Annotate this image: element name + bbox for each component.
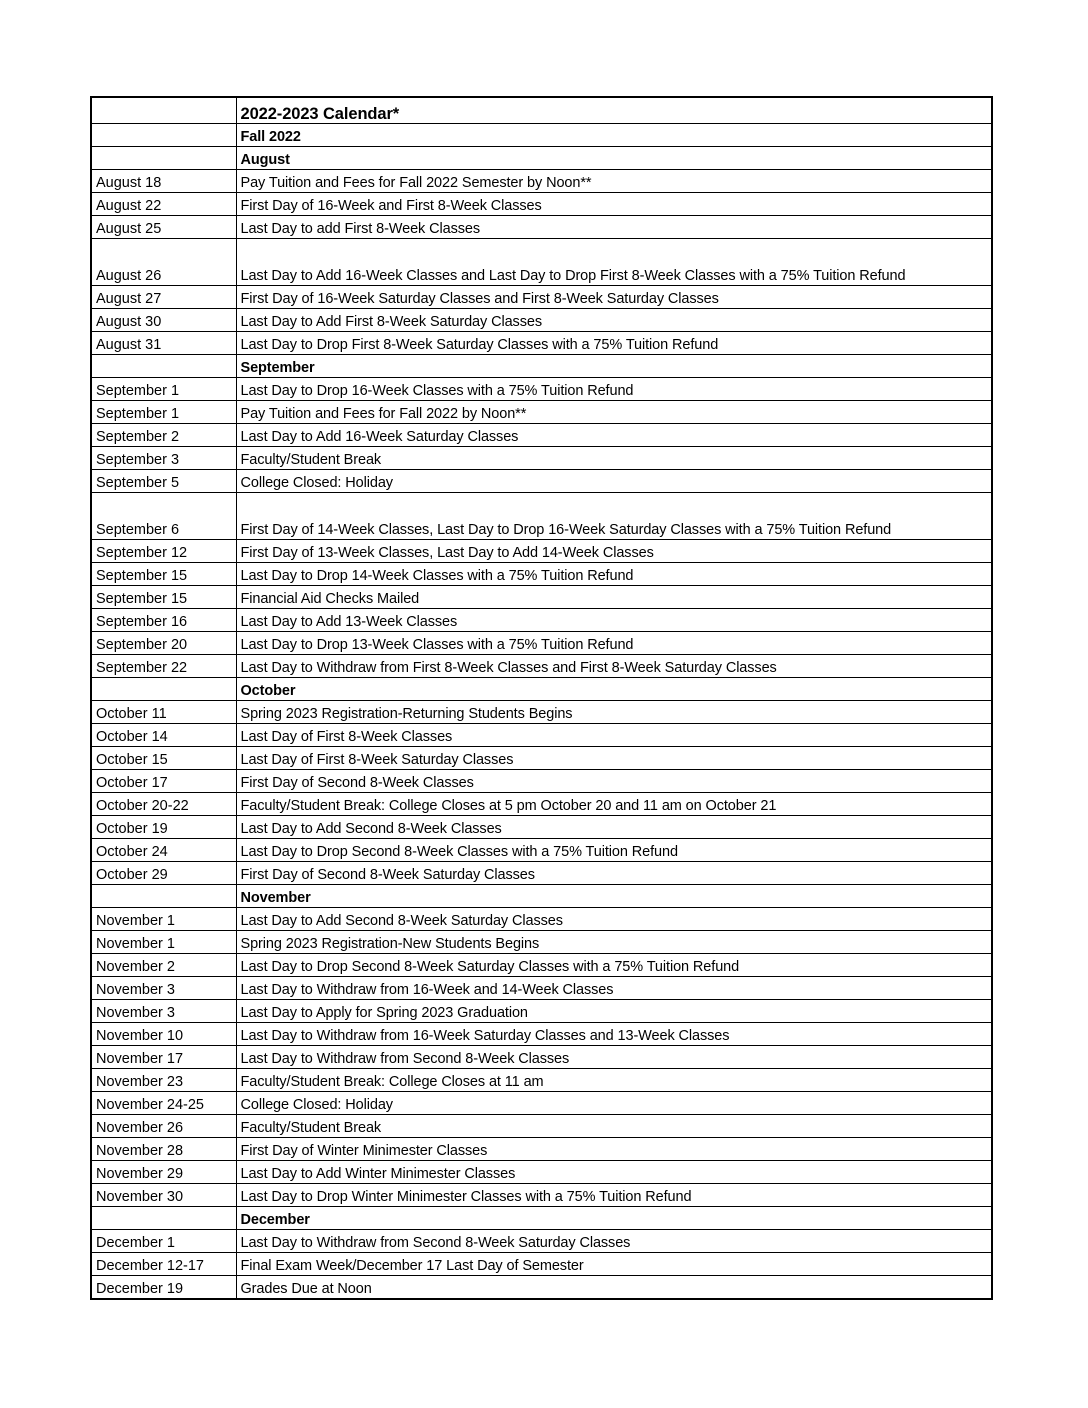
table-row [91, 239, 992, 286]
event-cell: Financial Aid Checks Mailed [236, 586, 992, 609]
table-row [91, 908, 992, 931]
calendar-title: 2022-2023 Calendar* [236, 97, 992, 124]
section-heading-row [91, 678, 992, 701]
table-row [91, 1115, 992, 1138]
date-cell: October 11 [91, 701, 236, 724]
event-cell: Last Day to Drop Second 8-Week Classes with a 75% Tuition Refund [236, 839, 992, 862]
table-row [91, 424, 992, 447]
table-row [91, 862, 992, 885]
table-row [91, 540, 992, 563]
table-row [91, 954, 992, 977]
event-cell: Last Day to Drop 16-Week Classes with a 75% Tuition Refund [236, 378, 992, 401]
table-row [91, 216, 992, 239]
event-cell: Last Day to Add Second 8-Week Classes [236, 816, 992, 839]
table-row [91, 839, 992, 862]
event-cell: First Day of Second 8-Week Classes [236, 770, 992, 793]
event-cell: Last Day to Apply for Spring 2023 Graduation [236, 1000, 992, 1023]
table-row [91, 1276, 992, 1300]
table-row [91, 332, 992, 355]
event-cell: Spring 2023 Registration-New Students Begins [236, 931, 992, 954]
date-cell: November 1 [91, 931, 236, 954]
table-row [91, 632, 992, 655]
date-cell [91, 678, 236, 701]
table-row [91, 470, 992, 493]
table-row [91, 793, 992, 816]
date-cell: September 15 [91, 586, 236, 609]
event-cell: Last Day of First 8-Week Saturday Classes [236, 747, 992, 770]
date-cell [91, 147, 236, 170]
event-cell: Last Day to Withdraw from 16-Week and 14-Week Classes [236, 977, 992, 1000]
date-cell [91, 1207, 236, 1230]
section-heading-row [91, 1207, 992, 1230]
date-cell [91, 355, 236, 378]
date-cell: October 19 [91, 816, 236, 839]
date-cell: November 1 [91, 908, 236, 931]
date-cell: November 3 [91, 1000, 236, 1023]
date-cell: September 22 [91, 655, 236, 678]
event-cell: Last Day to Withdraw from First 8-Week Classes and First 8-Week Saturday Classes [236, 655, 992, 678]
event-cell: Last Day to Drop First 8-Week Saturday Classes with a 75% Tuition Refund [236, 332, 992, 355]
table-row [91, 747, 992, 770]
event-cell: Faculty/Student Break: College Closes at 5 pm October 20 and 11 am on October 21 [236, 793, 992, 816]
date-cell: November 29 [91, 1161, 236, 1184]
table-row [91, 1161, 992, 1184]
date-cell: November 28 [91, 1138, 236, 1161]
table-row [91, 1023, 992, 1046]
table-row [91, 378, 992, 401]
event-cell: Last Day to Drop Second 8-Week Saturday Classes with a 75% Tuition Refund [236, 954, 992, 977]
event-cell: Last Day to Add 16-Week Saturday Classes [236, 424, 992, 447]
section-heading-row [91, 885, 992, 908]
table-row [91, 286, 992, 309]
date-cell: August 27 [91, 286, 236, 309]
table-row [91, 977, 992, 1000]
date-cell: November 24-25 [91, 1092, 236, 1115]
table-row [91, 655, 992, 678]
section-heading: September [236, 355, 992, 378]
table-row [91, 563, 992, 586]
table-row [91, 1184, 992, 1207]
date-cell: September 2 [91, 424, 236, 447]
table-row [91, 1138, 992, 1161]
date-cell: October 17 [91, 770, 236, 793]
date-cell: August 30 [91, 309, 236, 332]
date-cell: October 24 [91, 839, 236, 862]
date-cell: August 25 [91, 216, 236, 239]
table-row [91, 701, 992, 724]
event-cell: Last Day to Withdraw from Second 8-Week Classes [236, 1046, 992, 1069]
event-cell: Pay Tuition and Fees for Fall 2022 Semester by Noon** [236, 170, 992, 193]
event-cell: Last Day to Add 16-Week Classes and Last Day to Drop First 8-Week Classes with a 75% Tuition Refund [236, 239, 992, 286]
event-cell: Last Day to Drop 14-Week Classes with a 75% Tuition Refund [236, 563, 992, 586]
table-row [91, 609, 992, 632]
date-cell: October 14 [91, 724, 236, 747]
event-cell: Last Day to add First 8-Week Classes [236, 216, 992, 239]
date-cell: October 29 [91, 862, 236, 885]
table-row [91, 1000, 992, 1023]
section-heading-row [91, 124, 992, 147]
calendar-body [91, 97, 992, 1299]
event-cell: First Day of 14-Week Classes, Last Day to Drop 16-Week Saturday Classes with a 75% Tuition Refund [236, 493, 992, 540]
section-heading: August [236, 147, 992, 170]
date-cell: August 26 [91, 239, 236, 286]
table-row [91, 1046, 992, 1069]
event-cell: Last Day to Drop 13-Week Classes with a 75% Tuition Refund [236, 632, 992, 655]
event-cell: Last Day to Add First 8-Week Saturday Classes [236, 309, 992, 332]
table-row [91, 1092, 992, 1115]
event-cell: Last Day to Withdraw from 16-Week Saturday Classes and 13-Week Classes [236, 1023, 992, 1046]
date-cell: December 1 [91, 1230, 236, 1253]
table-row [91, 770, 992, 793]
date-cell: October 20-22 [91, 793, 236, 816]
table-row [91, 586, 992, 609]
date-cell [91, 885, 236, 908]
section-heading: December [236, 1207, 992, 1230]
table-row [91, 1069, 992, 1092]
event-cell: First Day of 13-Week Classes, Last Day to Add 14-Week Classes [236, 540, 992, 563]
date-cell: November 17 [91, 1046, 236, 1069]
date-cell: October 15 [91, 747, 236, 770]
event-cell: Last Day to Add 13-Week Classes [236, 609, 992, 632]
event-cell: First Day of Second 8-Week Saturday Classes [236, 862, 992, 885]
event-cell: Faculty/Student Break: College Closes at 11 am [236, 1069, 992, 1092]
table-row [91, 401, 992, 424]
event-cell: Spring 2023 Registration-Returning Students Begins [236, 701, 992, 724]
event-cell: College Closed: Holiday [236, 470, 992, 493]
date-cell: September 15 [91, 563, 236, 586]
date-cell: December 12-17 [91, 1253, 236, 1276]
date-cell: November 26 [91, 1115, 236, 1138]
event-cell: Last Day to Add Second 8-Week Saturday Classes [236, 908, 992, 931]
table-row [91, 724, 992, 747]
date-cell: August 31 [91, 332, 236, 355]
event-cell: Last Day to Drop Winter Minimester Classes with a 75% Tuition Refund [236, 1184, 992, 1207]
table-row [91, 170, 992, 193]
date-cell: November 30 [91, 1184, 236, 1207]
event-cell: Grades Due at Noon [236, 1276, 992, 1300]
date-cell: August 18 [91, 170, 236, 193]
section-heading: October [236, 678, 992, 701]
table-row [91, 447, 992, 470]
date-cell: September 16 [91, 609, 236, 632]
date-cell: November 3 [91, 977, 236, 1000]
title-row [91, 97, 992, 124]
date-cell: September 1 [91, 378, 236, 401]
section-heading-row [91, 147, 992, 170]
event-cell: Last Day to Withdraw from Second 8-Week Saturday Classes [236, 1230, 992, 1253]
event-cell: First Day of Winter Minimester Classes [236, 1138, 992, 1161]
table-row [91, 1230, 992, 1253]
section-heading-row [91, 355, 992, 378]
event-cell: Pay Tuition and Fees for Fall 2022 by Noon** [236, 401, 992, 424]
date-cell: September 12 [91, 540, 236, 563]
table-row [91, 1253, 992, 1276]
table-row [91, 931, 992, 954]
table-row [91, 193, 992, 216]
date-cell: September 1 [91, 401, 236, 424]
event-cell: First Day of 16-Week Saturday Classes and First 8-Week Saturday Classes [236, 286, 992, 309]
date-cell: September 6 [91, 493, 236, 540]
date-cell: September 3 [91, 447, 236, 470]
table-row [91, 493, 992, 540]
calendar-table [90, 96, 993, 1300]
date-cell: November 2 [91, 954, 236, 977]
event-cell: First Day of 16-Week and First 8-Week Classes [236, 193, 992, 216]
table-row [91, 816, 992, 839]
event-cell: Faculty/Student Break [236, 1115, 992, 1138]
date-cell: September 20 [91, 632, 236, 655]
date-cell: September 5 [91, 470, 236, 493]
table-row [91, 309, 992, 332]
event-cell: College Closed: Holiday [236, 1092, 992, 1115]
event-cell: Last Day to Add Winter Minimester Classes [236, 1161, 992, 1184]
event-cell: Faculty/Student Break [236, 447, 992, 470]
section-heading: Fall 2022 [236, 124, 992, 147]
title-date-cell [91, 97, 236, 124]
event-cell: Last Day of First 8-Week Classes [236, 724, 992, 747]
date-cell: December 19 [91, 1276, 236, 1300]
event-cell: Final Exam Week/December 17 Last Day of Semester [236, 1253, 992, 1276]
date-cell: November 10 [91, 1023, 236, 1046]
date-cell: November 23 [91, 1069, 236, 1092]
date-cell [91, 124, 236, 147]
date-cell: August 22 [91, 193, 236, 216]
section-heading: November [236, 885, 992, 908]
